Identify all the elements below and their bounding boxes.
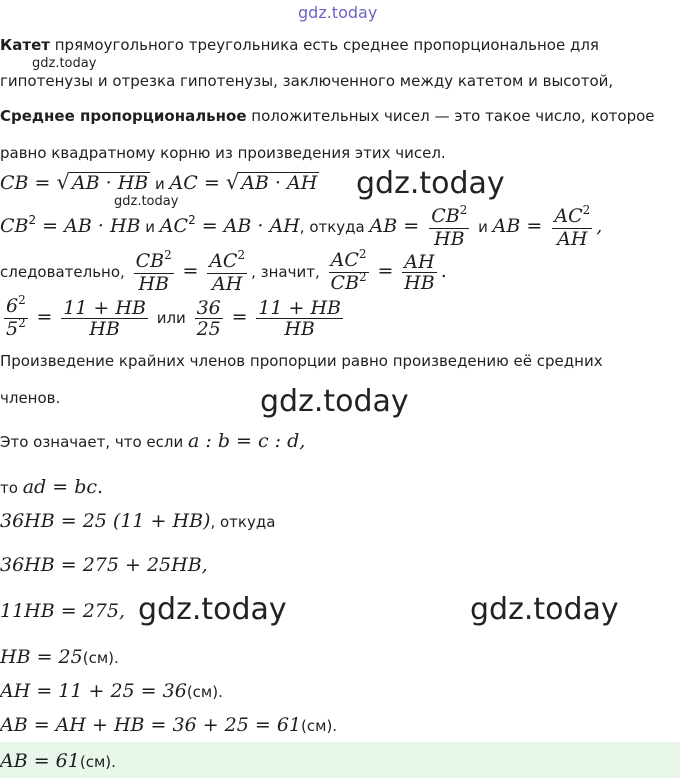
frac6-num: 36 xyxy=(196,297,221,319)
sq-7: 2 xyxy=(358,247,367,261)
therefore-formulas xyxy=(0,247,447,295)
frac-36-25 xyxy=(195,298,223,339)
frac-hb-den: HB xyxy=(434,228,465,250)
frac5-num: 11 + HB xyxy=(63,297,146,319)
frac4-hb-den: HB xyxy=(404,272,435,294)
frac-ac2-cb2 xyxy=(329,247,369,295)
proportion-formulas xyxy=(0,293,347,341)
step-4-formula: HB = 25 xyxy=(0,646,83,668)
squares-formulas xyxy=(0,203,603,250)
sq-3: 2 xyxy=(459,203,468,217)
ab-eq-2: AB = xyxy=(492,215,549,237)
step-1-line xyxy=(0,510,275,532)
mean-term: Среднее пропорциональное xyxy=(0,107,247,125)
watermark-big-4: gdz.today xyxy=(470,592,619,627)
ad-bc-line xyxy=(0,476,103,498)
frac7-num: 11 + HB xyxy=(258,297,341,319)
to-word: то xyxy=(0,479,18,497)
sq-2: 2 xyxy=(188,213,196,227)
sq-5: 2 xyxy=(164,248,172,262)
cathetus-text-1: прямоугольного треугольника есть среднее пропорциональное для xyxy=(54,36,599,54)
sq-9: 2 xyxy=(18,293,26,307)
frac-cb2-hb xyxy=(429,203,469,250)
and-word-3: и xyxy=(478,218,488,236)
six: 6 xyxy=(6,295,19,317)
and-word-2: и xyxy=(145,218,156,236)
cm-4: (см). xyxy=(79,753,116,771)
step-6-formula: AB = AH + HB = 36 + 25 = 61 xyxy=(0,714,302,736)
ac2-label: AC xyxy=(159,215,189,237)
cb-label: CB = xyxy=(0,172,57,194)
adbc-formula: ad = bc. xyxy=(22,476,104,498)
step-6-line xyxy=(0,714,337,736)
eq-2: = xyxy=(377,260,394,282)
step-5-formula: AH = 11 + 25 = 36 xyxy=(0,680,187,702)
frac-ac2-ah-2 xyxy=(207,248,247,295)
watermark-top: gdz.today xyxy=(298,3,378,22)
frac-cb2-num: CB xyxy=(431,205,460,227)
eq-4: = xyxy=(231,306,248,328)
frac2-cb2-num: CB xyxy=(135,250,165,272)
watermark-big-2: gdz.today xyxy=(260,384,409,419)
cb2-label: CB xyxy=(0,215,29,237)
sq-6: 2 xyxy=(237,248,246,262)
answer-formula: AB = 61 xyxy=(0,750,80,772)
whence-word-2: , откуда xyxy=(210,513,276,531)
ac-label: AC = xyxy=(169,172,226,194)
dot-1: . xyxy=(440,260,447,282)
frac-ah-den: AH xyxy=(557,228,588,250)
step-2-line xyxy=(0,554,208,576)
step-2-formula: 36HB = 275 + 25HB, xyxy=(0,554,208,576)
frac-6-5 xyxy=(4,293,28,341)
sqrt-ab-ah: AB · AH xyxy=(241,172,318,194)
frac-11hb-hb xyxy=(61,298,148,339)
and-word-1: и xyxy=(155,175,165,193)
sq-1: 2 xyxy=(28,213,37,227)
watermark-big-3: gdz.today xyxy=(138,592,287,627)
ab-eq-1: AB = xyxy=(369,215,426,237)
cm-2: (см). xyxy=(186,683,223,701)
watermark-small-1: gdz.today xyxy=(32,56,97,71)
step-5-line xyxy=(0,680,223,702)
step-3-line xyxy=(0,600,125,622)
watermark-big-1: gdz.today xyxy=(356,166,505,201)
frac3-cb2-den: CB xyxy=(330,272,360,294)
frac-11hb-hb-2 xyxy=(256,298,343,339)
comma-1: , xyxy=(596,215,603,237)
ac2-rhs: = AB · AH xyxy=(195,215,300,237)
step-4-line xyxy=(0,646,119,668)
means-if-line xyxy=(0,430,305,452)
cathetus-term: Катет xyxy=(0,36,50,54)
or-word: или xyxy=(156,309,186,327)
mean-text-1: положительных чисел — это такое число, которое xyxy=(251,107,655,125)
cb2-rhs: = AB · HB xyxy=(36,215,141,237)
step-1-formula: 36HB = 25 (11 + HB) xyxy=(0,510,211,532)
frac4-ah-num: AH xyxy=(402,252,437,273)
answer-line xyxy=(0,750,116,772)
cm-3: (см). xyxy=(301,717,338,735)
means-if-text: Это означает, что если xyxy=(0,433,184,451)
proportion-property-line-2: членов. xyxy=(0,389,61,407)
whence-word: , откуда xyxy=(299,218,365,236)
frac2-ah-den: AH xyxy=(212,273,243,295)
cm-1: (см). xyxy=(82,649,119,667)
abcd-formula: a : b = c : d, xyxy=(188,430,306,452)
frac5-den: HB xyxy=(89,318,120,340)
frac7-den: HB xyxy=(284,318,315,340)
proportion-property-line-1: Произведение крайних членов пропорции равно произведению её средних xyxy=(0,352,603,370)
sqrt-formulas: CB = √ AB · HB и AC = √ AB · AH xyxy=(0,170,318,194)
frac6-den: 25 xyxy=(196,318,221,340)
therefore-word: следовательно, xyxy=(0,263,125,281)
sq-10: 2 xyxy=(18,316,26,330)
frac-ac2-num: AC xyxy=(554,205,583,227)
cathetus-definition-line-1 xyxy=(0,36,599,54)
frac-ah-hb xyxy=(402,252,437,293)
eq-3: = xyxy=(36,306,53,328)
mean-definition-line-2: равно квадратному корню из произведения этих чисел. xyxy=(0,144,446,162)
frac2-hb-den: HB xyxy=(138,273,169,295)
sqrt-ab-hb: AB · HB xyxy=(71,172,149,194)
sq-8: 2 xyxy=(359,270,367,284)
means-word: , значит, xyxy=(251,263,320,281)
frac-cb2-hb-2 xyxy=(134,248,174,295)
frac2-ac2-num: AC xyxy=(209,250,238,272)
watermark-small-2: gdz.today xyxy=(114,194,179,209)
frac3-ac2-num: AC xyxy=(330,249,359,271)
frac-ac2-ah xyxy=(552,203,592,250)
step-3-formula: 11HB = 275, xyxy=(0,600,126,622)
five: 5 xyxy=(6,318,19,340)
cathetus-definition-line-2: гипотенузы и отрезка гипотенузы, заключенного между катетом и высотой, xyxy=(0,72,614,90)
mean-definition-line-1 xyxy=(0,107,655,125)
sq-4: 2 xyxy=(582,203,591,217)
eq-1: = xyxy=(182,260,199,282)
